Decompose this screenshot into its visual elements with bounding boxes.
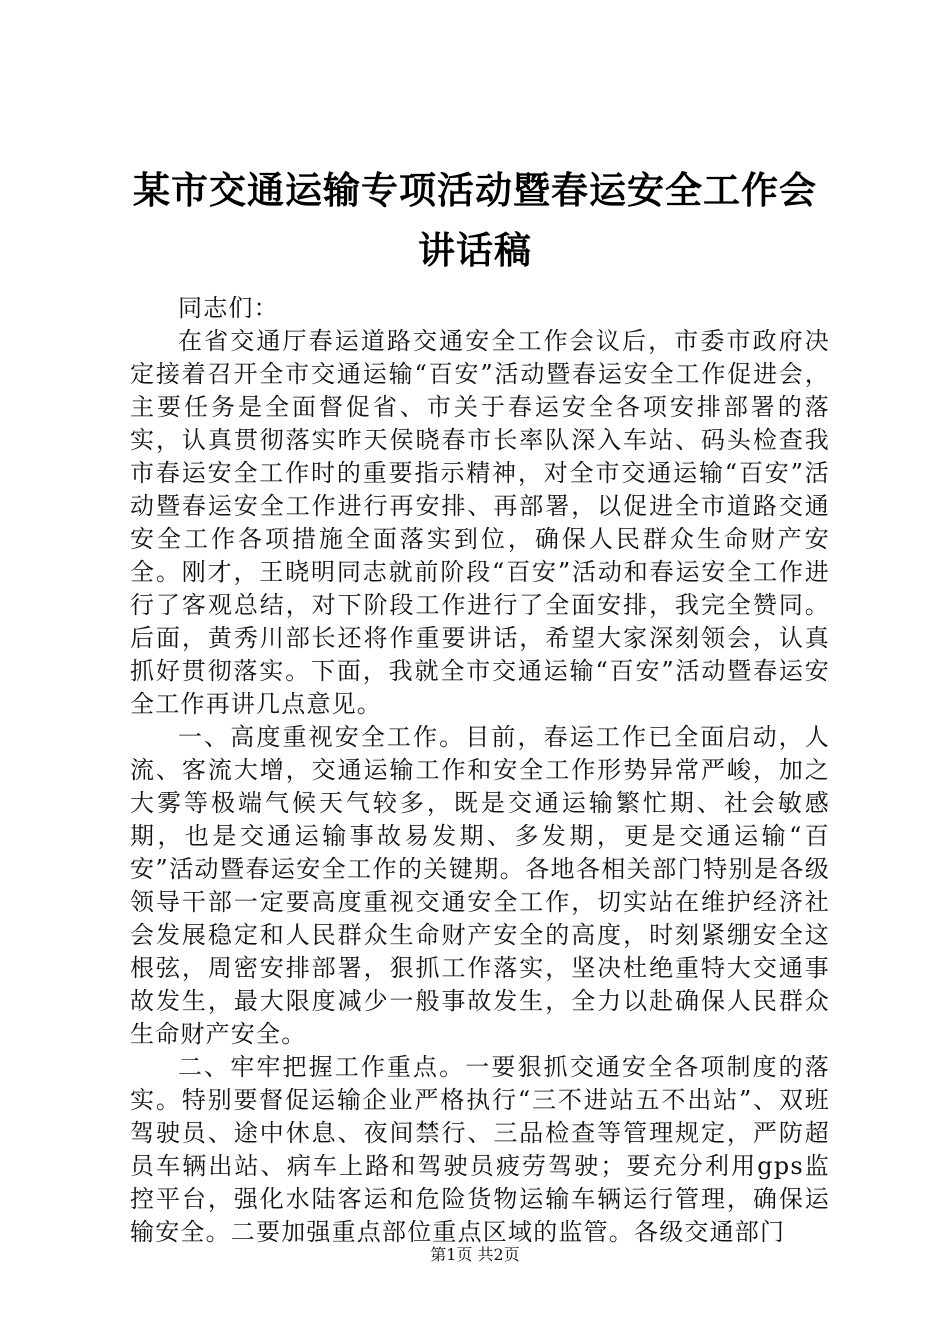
page-footer: 第1页 共2页 bbox=[430, 1245, 520, 1264]
salutation-paragraph: 同志们： bbox=[178, 294, 279, 322]
body-paragraph: 一、高度重视安全工作。目前，春运工作已全面启动，人流、客流大增，交通运输工作和安全工作形势异常严峻，加之大雾等极端气候天气较多，既是交通运输繁忙期、社会敏感期，也是交通运输事故易发期、多发期，更是交通运输“百安”活动暨春运安全工作的关键期。各地各相关部门特别是各级领导干部一定要高度重视交通安全工作，切实站在维护经济社会发展稳定和人民群众生命财产安全的高度，时刻紧绷安全这根弦，周密安排部署，狠抓工作落实，坚决杜绝重特大交通事故发生，最大限度减少一般事故发生，全力以赴确保人民群众生命财产安全。 bbox=[130, 723, 830, 1048]
document-body bbox=[130, 292, 830, 1249]
document-title: 某市交通运输专项活动暨春运安全工作会讲话稿 bbox=[133, 168, 817, 272]
body-paragraph: 二、牢牢把握工作重点。一要狠抓交通安全各项制度的落实。特别要督促运输企业严格执行“三不进站五不出站”、双班驾驶员、途中休息、夜间禁行、三品检查等管理规定，严防超员车辆出站、病车上路和驾驶员疲劳驾驶；要充分利用gps监控平台，强化水陆客运和危险货物运输车辆运行管理，确保运输安全。二要加强重点部位重点区域的监管。各级交通部门 bbox=[130, 1053, 830, 1246]
body-paragraph: 在省交通厅春运道路交通安全工作会议后，市委市政府决定接着召开全市交通运输“百安”活动暨春运安全工作促进会，主要任务是全面督促省、市关于春运安全各项安排部署的落实，认真贯彻落实昨天侯晓春市长率队深入车站、码头检查我市春运安全工作时的重要指示精神，对全市交通运输“百安”活动暨春运安全工作进行再安排、再部署，以促进全市道路交通安全工作各项措施全面落实到位，确保人民群众生命财产安全。刚才，王晓明同志就前阶段“百安”活动和春运安全工作进行了客观总结，对下阶段工作进行了全面安排，我完全赞同。后面，黄秀川部长还将作重要讲话，希望大家深刻领会，认真抓好贯彻落实。下面，我就全市交通运输“百安”活动暨春运安全工作再讲几点意见。 bbox=[130, 327, 830, 718]
